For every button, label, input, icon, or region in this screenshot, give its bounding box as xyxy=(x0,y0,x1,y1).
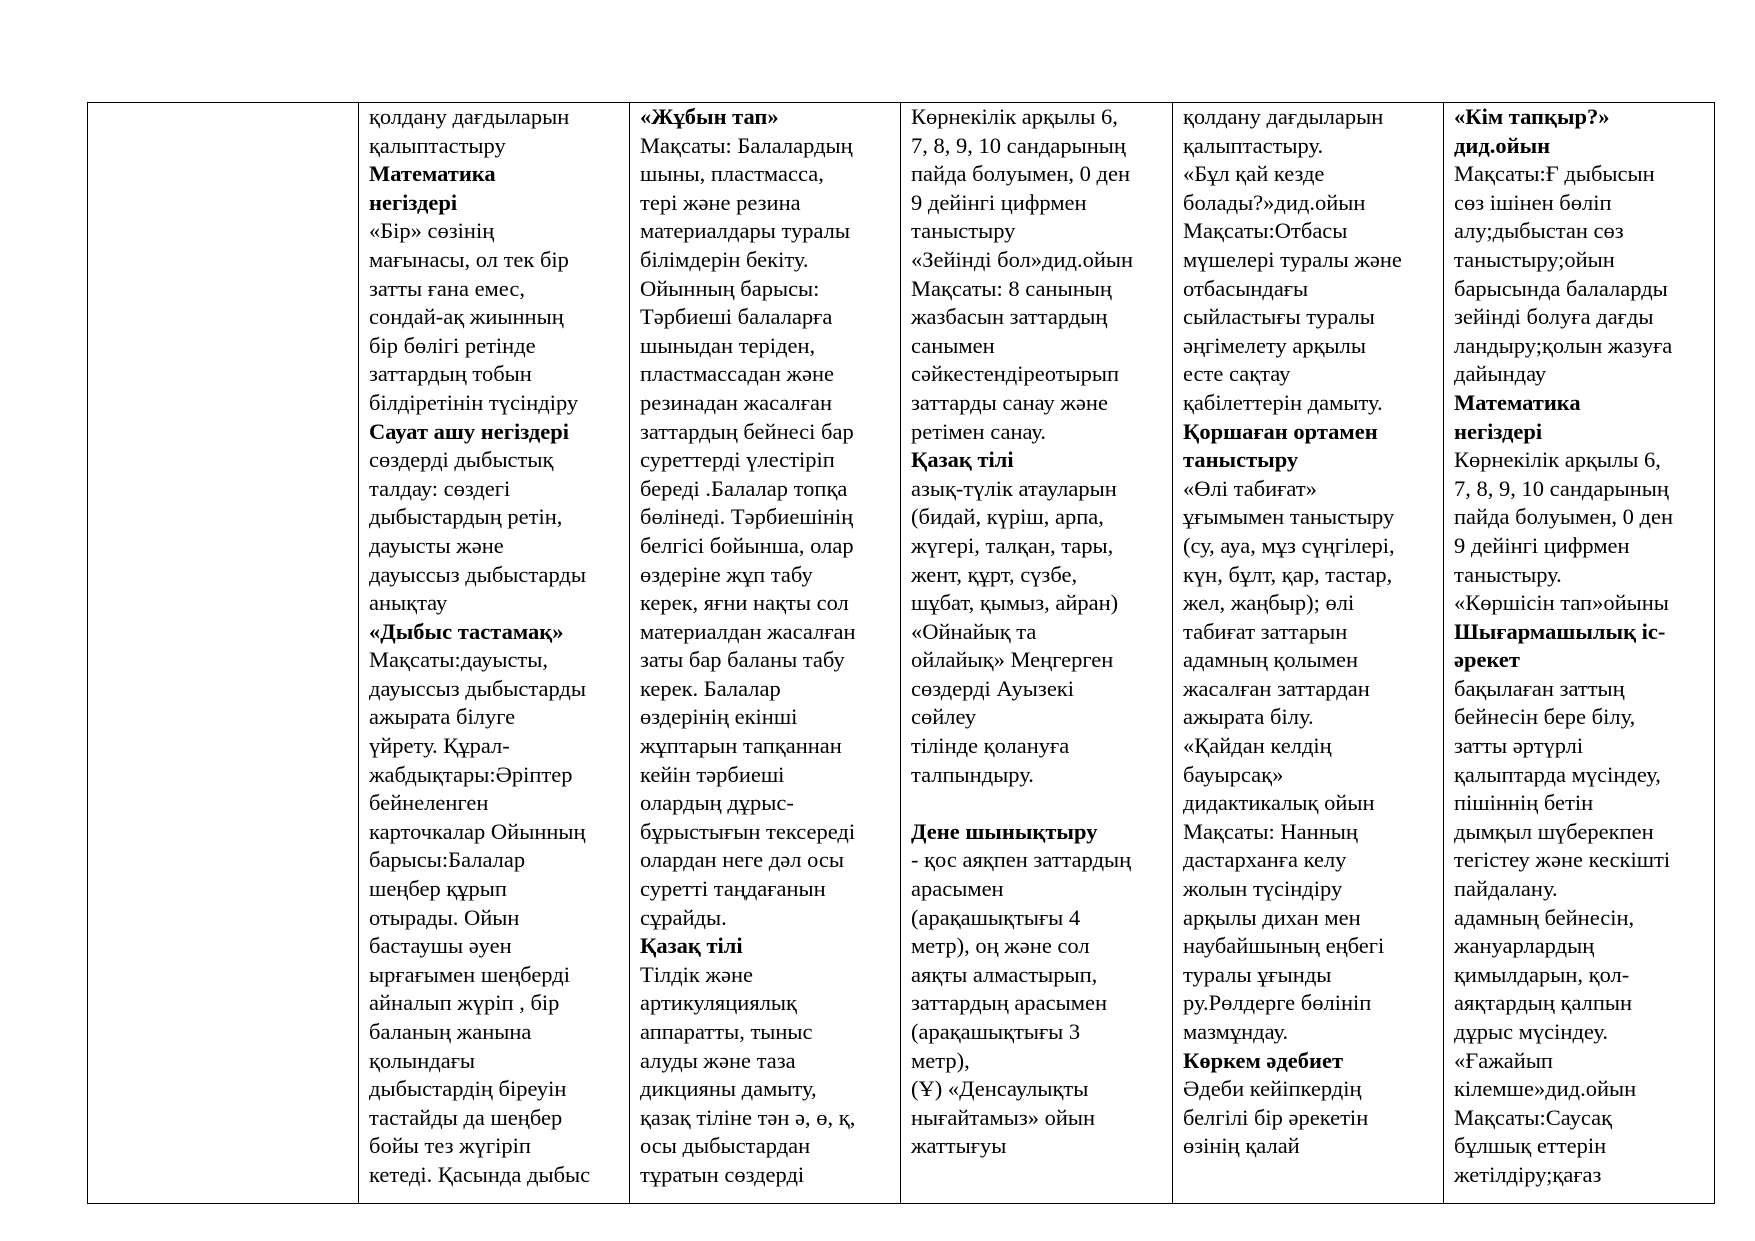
text-line: заттарды санау және xyxy=(911,389,1108,415)
text-line: сұрайды. xyxy=(640,904,727,930)
text-line: артикуляциялық xyxy=(640,990,797,1016)
text-line: зейінді болуға дағды xyxy=(1454,304,1654,330)
text-line: белгісі бойынша, олар xyxy=(640,532,854,558)
text-line: тастайды да шеңбер xyxy=(369,1104,563,1130)
text-line: азық-түлік атауларын xyxy=(911,475,1117,501)
text-line: тілінде қолануға xyxy=(911,733,1070,759)
text-line: сондай-ақ жиынның xyxy=(369,304,564,330)
text-line: айналып жүріп , бір xyxy=(369,990,560,1016)
text-line: қалыптастыру. xyxy=(1183,132,1324,158)
text-line: жүгері, талқан, тары, xyxy=(911,532,1114,558)
text-line: Ойынның барысы: xyxy=(640,275,820,301)
text-line: Мақсаты: 8 санының xyxy=(911,275,1112,301)
text-line: ырғағымен шеңберді xyxy=(369,961,570,987)
text-line: мазмұндау. xyxy=(1183,1019,1289,1044)
text-line: болады?»дид.ойын xyxy=(1183,189,1366,215)
text-line: «Көршісін тап»ойыны xyxy=(1454,590,1669,616)
text-line: жолын түсіндіру xyxy=(1183,876,1343,902)
text-line: «Ойнайық та xyxy=(911,618,1037,644)
text-line: затты әртүрлі xyxy=(1454,733,1584,759)
text-line: «Бір» сөзінің xyxy=(369,218,495,244)
text-line: күн, бұлт, қар, тастар, xyxy=(1183,561,1393,587)
text-line: нығайтамыз» ойын xyxy=(911,1104,1096,1130)
text-line: табиғат заттарын xyxy=(1183,618,1348,644)
text-line: керек, яғни нақты сол xyxy=(640,590,849,616)
text-line: отбасындағы xyxy=(1183,275,1309,301)
section-heading-line: Дене шынықтыру xyxy=(911,818,1098,844)
text-line: осы дыбыстардан xyxy=(640,1133,811,1159)
text-line: өздеріне жұп табу xyxy=(640,561,813,587)
text-line: ретімен санау. xyxy=(911,418,1046,444)
text-line: білімдерін бекіту. xyxy=(640,246,809,272)
text-line: сәйкестендіреотырып xyxy=(911,361,1120,387)
text-line: бақылаған заттың xyxy=(1454,675,1625,701)
text-line: есте сақтау xyxy=(1183,361,1291,387)
text-line: жент, құрт, сүзбе, xyxy=(911,561,1078,587)
text-line: 7, 8, 9, 10 сандарының xyxy=(1454,475,1669,501)
text-line: алуды және таза xyxy=(640,1047,796,1073)
text-line: белгілі бір әрекетін xyxy=(1183,1104,1369,1130)
text-line: кейін тәрбиеші xyxy=(640,761,785,787)
text-line: пішіннің бетін xyxy=(1454,790,1594,816)
text-line: таныстыру. xyxy=(1454,561,1562,587)
text-line: туралы ұғынды xyxy=(1183,961,1332,987)
text-line: аппаратты, тыныс xyxy=(640,1019,813,1044)
text-line: - қос аяқпен заттардың xyxy=(911,847,1132,873)
text-line: үйрету. Құрал- xyxy=(369,733,510,759)
text-line: бойы тез жүгіріп xyxy=(369,1133,531,1159)
text-line: арқылы дихан мен xyxy=(1183,904,1361,930)
text-line: дастарханға келу xyxy=(1183,847,1347,873)
text-line: алу;дыбыстан сөз xyxy=(1454,218,1624,244)
text-line: баланың жанына xyxy=(369,1019,532,1044)
text-line: резинадан жасалған xyxy=(640,389,833,415)
text-line: Мақсаты: Балалардың xyxy=(640,132,853,158)
cell-column-2 xyxy=(359,103,630,1204)
text-line: (арақашықтығы 3 xyxy=(911,1019,1081,1044)
text-line: кілемше»дид.ойын xyxy=(1454,1076,1637,1102)
text-line: ойлайық» Меңгерген xyxy=(911,647,1114,673)
text-line: Көрнекілік арқылы 6, xyxy=(911,104,1118,129)
text-line: қабілеттерін дамыту. xyxy=(1183,389,1383,415)
text-line: Мақсаты:Ғ дыбысын xyxy=(1454,161,1655,187)
text-line: санымен xyxy=(911,332,995,358)
cell-column-6 xyxy=(1444,103,1715,1204)
cell-column-5 xyxy=(1173,103,1444,1204)
text-line: шыныдан теріден, xyxy=(640,332,816,358)
section-heading-line: әрекет xyxy=(1454,647,1520,673)
text-line: береді .Балалар топқа xyxy=(640,475,848,501)
text-line: затты ғана емес, xyxy=(369,275,525,301)
table-row xyxy=(88,103,1715,1204)
text-line: мүшелері туралы және xyxy=(1183,246,1402,272)
text-line: ру.Рөлдерге бөлініп xyxy=(1183,990,1372,1016)
text-line: наубайшының еңбегі xyxy=(1183,933,1385,959)
text-line: дикцияны дамыту, xyxy=(640,1076,817,1102)
text-line: бастаушы әуен xyxy=(369,933,512,959)
cell-column-4 xyxy=(901,103,1173,1204)
text-line: жел, жаңбыр); өлі xyxy=(1183,590,1355,616)
text-line: дауыссыз дыбыстарды xyxy=(369,675,586,701)
text-line xyxy=(911,789,1164,818)
text-line: ажырата білу. xyxy=(1183,704,1314,730)
text-line: жасалған заттардан xyxy=(1183,675,1370,701)
text-line: анықтау xyxy=(369,590,448,616)
section-heading-line: негіздері xyxy=(1454,418,1543,444)
text-line: бейнесін бере білу, xyxy=(1454,704,1636,730)
text-line: «Ғажайып xyxy=(1454,1047,1553,1073)
text-line: аяқты алмастырып, xyxy=(911,961,1098,987)
text-line: кетеді. Қасында дыбыс xyxy=(369,1161,591,1187)
text-line: қазақ тіліне тән ә, ө, қ, xyxy=(640,1104,856,1130)
section-heading-line: «Жұбын тап» xyxy=(640,104,779,129)
text-line: Мақсаты:дауысты, xyxy=(369,647,549,673)
text-line: дауыссыз дыбыстарды xyxy=(369,561,586,587)
column-2-text xyxy=(369,103,621,1190)
column-6-text xyxy=(1454,103,1706,1190)
text-line: пайдалану. xyxy=(1454,876,1558,902)
text-line: дыбыстардың ретін, xyxy=(369,504,563,530)
text-line: қалыптарда мүсіндеу, xyxy=(1454,761,1661,787)
text-line: «Қайдан келдің xyxy=(1183,733,1332,759)
section-heading-line: Қазақ тілі xyxy=(911,447,1014,473)
text-line: метр), xyxy=(911,1047,970,1073)
text-line: «Бұл қай кезде xyxy=(1183,161,1325,187)
text-line: аяқтардың қалпын xyxy=(1454,990,1633,1016)
text-line: ұғымымен таныстыру xyxy=(1183,504,1395,530)
cell-column-3 xyxy=(630,103,901,1204)
text-line: «Өлі табиғат» xyxy=(1183,475,1317,501)
text-line: сөйлеу xyxy=(911,704,977,730)
section-heading-line: Математика xyxy=(369,161,496,187)
text-line: жетілдіру;қағаз xyxy=(1454,1161,1602,1187)
section-heading-line: «Кім тапқыр?» xyxy=(1454,104,1610,129)
text-line: әңгімелету арқылы xyxy=(1183,332,1366,358)
column-5-text xyxy=(1183,103,1435,1161)
text-line: бөлінеді. Тәрбиешінің xyxy=(640,504,854,530)
text-line: тұратын сөздерді xyxy=(640,1161,805,1187)
column-3-text xyxy=(640,103,892,1190)
text-line: (арақашықтығы 4 xyxy=(911,904,1081,930)
text-line: білдіретінін түсіндіру xyxy=(369,389,579,415)
text-line: 7, 8, 9, 10 сандарының xyxy=(911,132,1126,158)
text-line: отырады. Ойын xyxy=(369,904,520,930)
text-line: Тәрбиеші балаларға xyxy=(640,304,833,330)
text-line: дайындау xyxy=(1454,361,1547,387)
text-line: материалдары туралы xyxy=(640,218,851,244)
text-line: талдау: сөздегі xyxy=(369,475,511,501)
text-line: сыйластығы туралы xyxy=(1183,304,1375,330)
text-line: арасымен xyxy=(911,876,1004,902)
text-line: керек. Балалар xyxy=(640,675,781,701)
section-heading-line: Көркем әдебиет xyxy=(1183,1047,1344,1073)
text-line: бейнеленген xyxy=(369,790,489,816)
text-line: таныстыру xyxy=(911,218,1016,244)
text-line: пластмассадан және xyxy=(640,361,835,387)
text-line: суретті таңдағанын xyxy=(640,876,826,902)
text-line: олардың дұрыс- xyxy=(640,790,794,816)
section-heading-line: «Дыбыс тастамақ» xyxy=(369,618,564,644)
text-line: заттардың бейнесі бар xyxy=(640,418,854,444)
text-line: шеңбер құрып xyxy=(369,876,507,902)
text-line: 9 дейінгі цифрмен xyxy=(911,189,1087,215)
section-heading-line: дид.ойын xyxy=(1454,132,1551,158)
text-line: пайда болуымен, 0 ден xyxy=(1454,504,1673,530)
text-line: Тілдік және xyxy=(640,961,754,987)
text-line: адамның бейнесін, xyxy=(1454,904,1635,930)
text-line: барысында балаларды xyxy=(1454,275,1668,301)
text-line: қолдану дағдыларын xyxy=(369,104,570,129)
text-line: карточкалар Ойынның xyxy=(369,818,586,844)
text-line: Әдеби кейіпкердің xyxy=(1183,1076,1362,1102)
cell-empty xyxy=(88,103,359,1204)
text-line: бұлшық еттерін xyxy=(1454,1133,1607,1159)
text-line: дидактикалық ойын xyxy=(1183,790,1375,816)
column-4-text xyxy=(911,103,1164,1161)
text-line: Көрнекілік арқылы 6, xyxy=(1454,447,1661,473)
text-line: (су, ауа, мұз сүңгілері, xyxy=(1183,532,1395,558)
text-line: Мақсаты: Нанның xyxy=(1183,818,1358,844)
section-heading-line: Математика xyxy=(1454,389,1581,415)
text-line: жазбасын заттардың xyxy=(911,304,1108,330)
text-line: жабдықтары:Әріптер xyxy=(369,761,573,787)
text-line: ландыру;қолын жазуға xyxy=(1454,332,1673,358)
text-line: дауысты және xyxy=(369,532,504,558)
text-line: қимылдарын, қол- xyxy=(1454,961,1630,987)
text-line: сөз ішінен бөліп xyxy=(1454,189,1612,215)
text-line: метр), оң және сол xyxy=(911,933,1090,959)
section-heading-line: Қазақ тілі xyxy=(640,933,743,959)
text-line: 9 дейінгі цифрмен xyxy=(1454,532,1630,558)
text-line: заттардың арасымен xyxy=(911,990,1107,1016)
text-line: «Зейінді бол»дид.ойын xyxy=(911,246,1134,272)
text-line: (Ұ) «Денсаулықты xyxy=(911,1076,1089,1102)
text-line: олардан неге дәл осы xyxy=(640,847,844,873)
text-line: қалыптастыру xyxy=(369,132,506,158)
text-line: шұбат, қымыз, айран) xyxy=(911,590,1119,616)
text-line: өздерінің екінші xyxy=(640,704,798,730)
text-line: заты бар баланы табу xyxy=(640,647,845,673)
text-line: таныстыру;ойын xyxy=(1454,246,1615,272)
text-line: ажырата білуге xyxy=(369,704,516,730)
text-line: суреттерді үлестіріп xyxy=(640,447,835,473)
section-heading-line: Қоршаған ортамен xyxy=(1183,418,1378,444)
text-line: пайда болуымен, 0 ден xyxy=(911,161,1130,187)
section-heading-line: негіздері xyxy=(369,189,458,215)
text-line: бұрыстығын тексереді xyxy=(640,818,856,844)
text-line: тегістеу және кескішті xyxy=(1454,847,1671,873)
text-line: дыбыстардің біреуін xyxy=(369,1076,567,1102)
text-line: дымқыл шүберекпен xyxy=(1454,818,1654,844)
text-line: сөздерді Ауызекі xyxy=(911,675,1074,701)
text-line: жұптарын тапқаннан xyxy=(640,733,842,759)
text-line: Мақсаты:Отбасы xyxy=(1183,218,1348,244)
text-line: өзінің қалай xyxy=(1183,1133,1300,1159)
plan-table xyxy=(87,102,1715,1204)
text-line: бір бөлігі ретінде xyxy=(369,332,536,358)
section-heading-line: таныстыру xyxy=(1183,447,1299,473)
text-line: барысы:Балалар xyxy=(369,847,526,873)
text-line: жануарлардың xyxy=(1454,933,1595,959)
text-line: заттардың тобын xyxy=(369,361,532,387)
text-line: Мақсаты:Саусақ xyxy=(1454,1104,1613,1130)
text-line: дұрыс мүсіндеу. xyxy=(1454,1019,1608,1044)
text-line: шыны, пластмасса, xyxy=(640,161,824,187)
text-line: адамның қолымен xyxy=(1183,647,1358,673)
text-line: жаттығуы xyxy=(911,1133,1007,1159)
text-line: сөздерді дыбыстық xyxy=(369,447,554,473)
text-line: талпындыру. xyxy=(911,761,1034,787)
text-line: бауырсақ» xyxy=(1183,761,1284,787)
text-line: материалдан жасалған xyxy=(640,618,856,644)
section-heading-line: Шығармашылық іс- xyxy=(1454,618,1666,644)
text-line: қолдану дағдыларын xyxy=(1183,104,1384,129)
section-heading-line: Сауат ашу негіздері xyxy=(369,418,569,444)
text-line: мағынасы, ол тек бір xyxy=(369,246,569,272)
text-line: тері және резина xyxy=(640,189,801,215)
text-line: қолындағы xyxy=(369,1047,476,1073)
text-line: (бидай, күріш, арпа, xyxy=(911,504,1104,530)
